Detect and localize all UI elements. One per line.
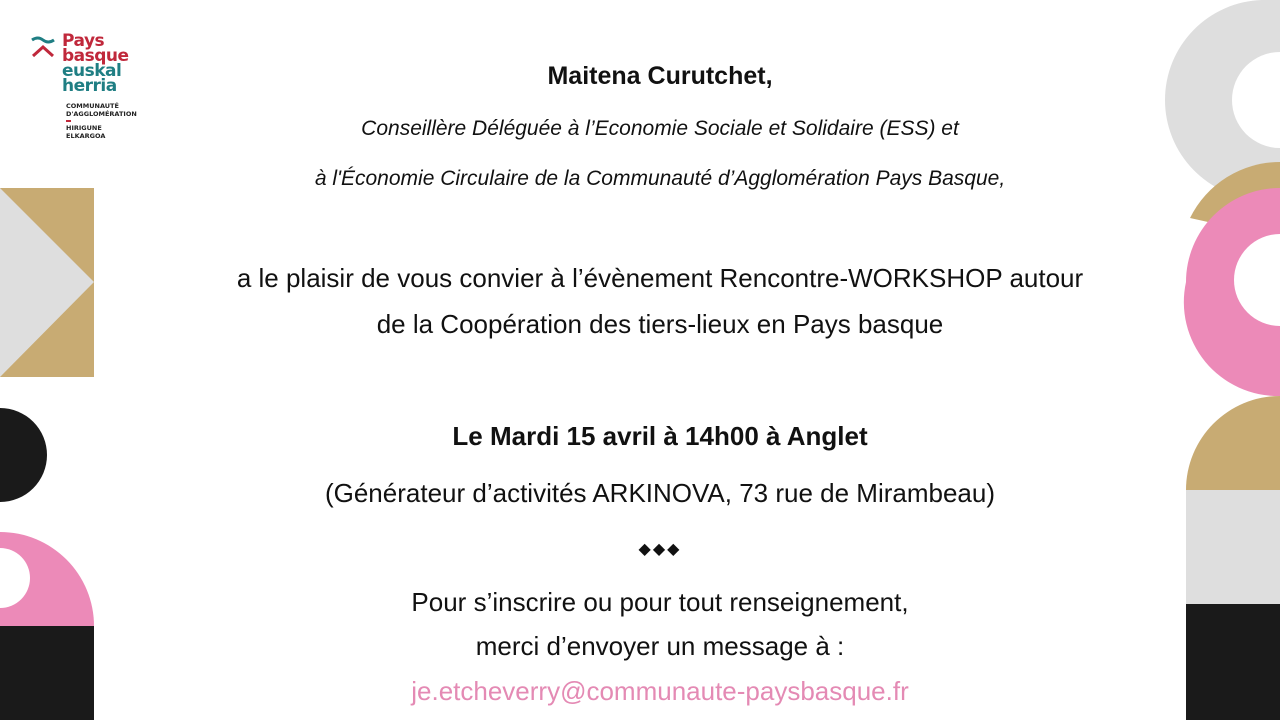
logo-sub-1: COMMUNAUTÉ: [66, 102, 119, 110]
logo-word-3: euskal: [62, 61, 122, 81]
diamond-separator: ◆◆◆: [638, 541, 682, 558]
host-role-line-2: à l'Économie Circulaire de la Communauté d’Agglomération Pays Basque,: [314, 167, 1006, 190]
registration-line-2: merci d’envoyer un message à :: [475, 631, 845, 661]
logo-sub-3: HIRIGUNE: [66, 124, 102, 132]
logo-dash: [66, 120, 71, 122]
logo-sub-4: ELKARGOA: [66, 132, 106, 140]
logo-sub-2: D'AGGLOMÉRATION: [66, 110, 137, 118]
registration-line-1: Pour s’inscrire ou pour tout renseignement,: [411, 587, 909, 617]
left-black-base: [0, 626, 94, 720]
logo-mark-icon: [30, 34, 56, 64]
event-venue: (Générateur d’activités ARKINOVA, 73 rue de Mirambeau): [324, 478, 996, 508]
right-gold-half: [1186, 396, 1280, 490]
invitation-line-1: a le plaisir de vous convier à l’évènement Rencontre-WORKSHOP autour: [236, 263, 1084, 293]
host-name: Maitena Curutchet,: [547, 62, 773, 90]
invitation-line-2: de la Coopération des tiers-lieux en Pays basque: [376, 309, 944, 339]
logo-word-4: herria: [62, 76, 117, 96]
logo-word-2: basque: [62, 46, 129, 66]
left-black-half-circle: [0, 408, 47, 502]
contact-email-link[interactable]: je.etcheverry@communaute-paysbasque.fr: [411, 676, 909, 706]
right-gray-block: [1186, 490, 1280, 604]
right-black-block: [1186, 604, 1280, 720]
logo-word-1: Pays: [62, 31, 105, 51]
event-date: Le Mardi 15 avril à 14h00 à Anglet: [452, 421, 868, 451]
host-role-line-1: Conseillère Déléguée à l’Economie Sociale et Solidaire (ESS) et: [361, 117, 959, 140]
